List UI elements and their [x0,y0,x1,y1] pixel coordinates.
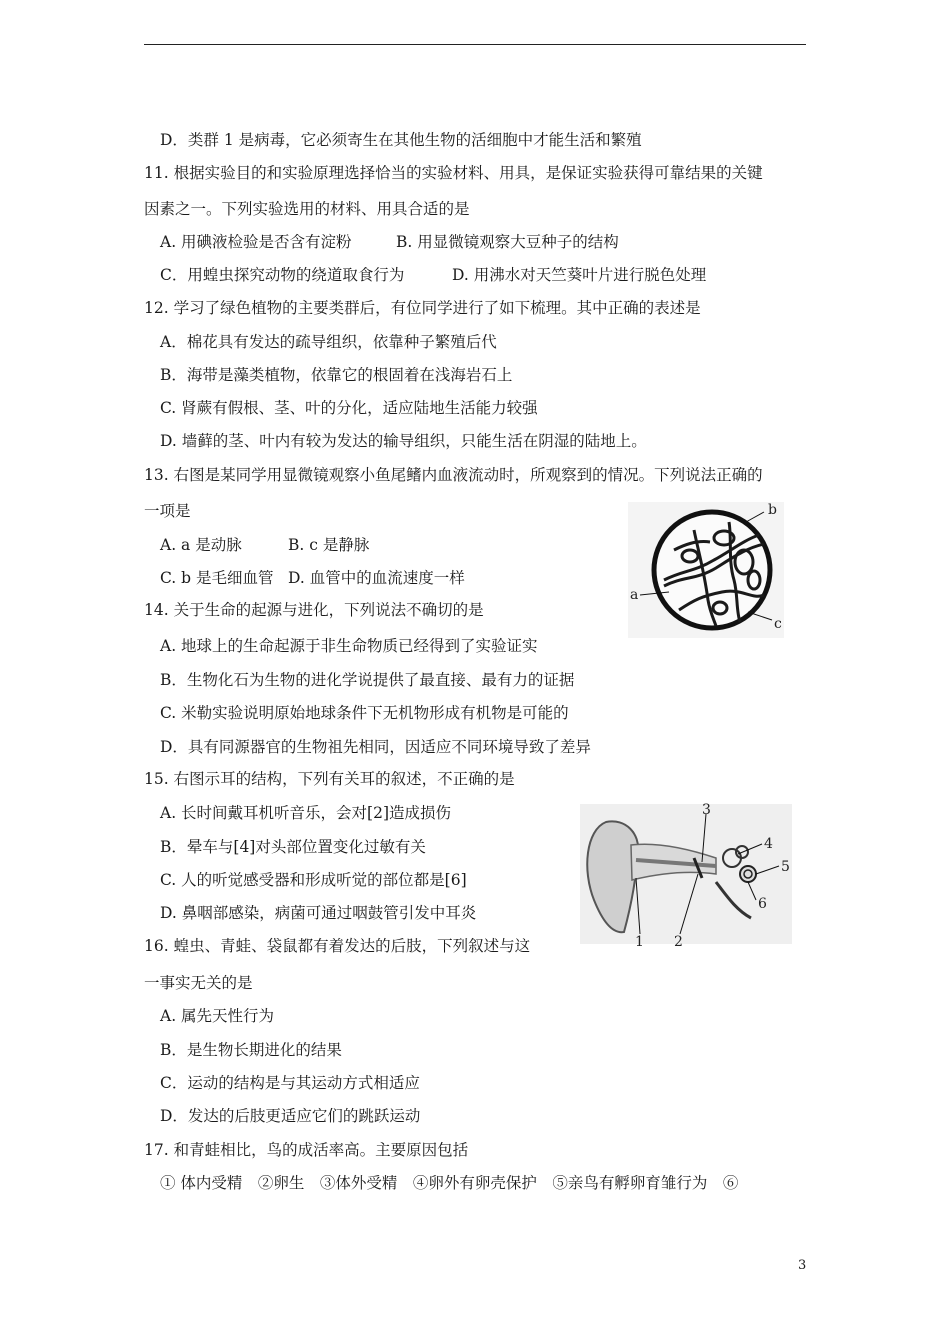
question-11-stem: 11. 根据实验目的和实验原理选择恰当的实验材料、用具，是保证实验获得可靠结果的关键 [144,164,763,182]
label-2: 2 [674,934,683,950]
option-13-b: B. c 是静脉 [288,536,370,554]
option-16-c: C．运动的结构是与其运动方式相适应 [160,1074,420,1092]
label-4: 4 [764,836,773,852]
option-15-a: A. 长时间戴耳机听音乐，会对[2]造成损伤 [160,804,452,822]
page-number: 3 [798,1258,807,1273]
question-14-stem: 14. 关于生命的起源与进化，下列说法不确切的是 [144,601,484,619]
option-11-d: D. 用沸水对天竺葵叶片进行脱色处理 [452,266,707,284]
question-16-stem-cont: 一事实无关的是 [144,974,253,992]
option-16-b: B．是生物长期进化的结果 [160,1041,342,1059]
option-15-b: B．晕车与[4]对头部位置变化过敏有关 [160,838,426,856]
option-16-d: D．发达的后肢更适应它们的跳跃运动 [160,1107,421,1125]
option-12-b: B．海带是藻类植物，依靠它的根固着在浅海岩石上 [160,366,513,384]
option-15-d: D. 鼻咽部感染，病菌可通过咽鼓管引发中耳炎 [160,904,477,922]
label-5: 5 [781,859,790,875]
label-3: 3 [702,802,711,818]
cochlea [740,866,756,882]
option-13-a: A. a 是动脉 [160,536,242,554]
option-10-d: D．类群 1 是病毒，它必须寄生在其他生物的活细胞中才能生活和繁殖 [160,131,642,149]
option-14-d: D．具有同源器官的生物祖先相同，因适应不同环境导致了差异 [160,738,591,756]
option-12-d: D. 墙藓的茎、叶内有较为发达的输导组织，只能生活在阴湿的陆地上。 [160,432,647,450]
option-13-d: D. 血管中的血流速度一样 [288,569,465,587]
option-11-b: B. 用显微镜观察大豆种子的结构 [396,233,619,251]
fish-tail-microscope-figure [624,500,789,642]
option-15-c: C. 人的听觉感受器和形成听觉的部位都是[6] [160,871,467,889]
label-b: b [768,502,777,518]
label-a: a [630,587,639,603]
option-14-b: B．生物化石为生物的进化学说提供了最直接、最有力的证据 [160,671,575,689]
option-16-a: A. 属先天性行为 [160,1007,275,1025]
label-6: 6 [758,896,767,912]
question-11-stem-cont: 因素之一。下列实验选用的材料、用具合适的是 [144,200,470,218]
question-12-stem: 12. 学习了绿色植物的主要类群后，有位同学进行了如下梳理。其中正确的表述是 [144,299,701,317]
option-13-c: C. b 是毛细血管 [160,569,274,587]
question-17-choices: ① 体内受精 ②卵生 ③体外受精 ④卵外有卵壳保护 ⑤亲鸟有孵卵育雏行为 ⑥ [160,1174,739,1192]
ear-structure-figure [576,800,796,950]
option-11-c: C．用蝗虫探究动物的绕道取食行为 [160,266,405,284]
question-15-stem: 15. 右图示耳的结构，下列有关耳的叙述，不正确的是 [144,770,515,788]
header-rule [144,44,806,45]
question-17-stem: 17. 和青蛙相比，鸟的成活率高。主要原因包括 [144,1141,469,1159]
label-1: 1 [635,934,644,950]
option-14-c: C. 米勒实验说明原始地球条件下无机物形成有机物是可能的 [160,704,569,722]
option-11-a: A. 用碘液检验是否含有淀粉 [160,233,352,251]
label-c: c [774,616,782,632]
option-14-a: A. 地球上的生命起源于非生命物质已经得到了实验证实 [160,637,538,655]
question-13-stem: 13. 右图是某同学用显微镜观察小鱼尾鳍内血液流动时，所观察到的情况。下列说法正确的 [144,466,763,484]
question-13-stem-cont: 一项是 [144,502,191,520]
option-12-c: C. 肾蕨有假根、茎、叶的分化，适应陆地生活能力较强 [160,399,538,417]
option-12-a: A．棉花具有发达的疏导组织，依靠种子繁殖后代 [160,333,497,351]
question-16-stem: 16. 蝗虫、青蛙、袋鼠都有着发达的后肢，下列叙述与这 [144,937,531,955]
